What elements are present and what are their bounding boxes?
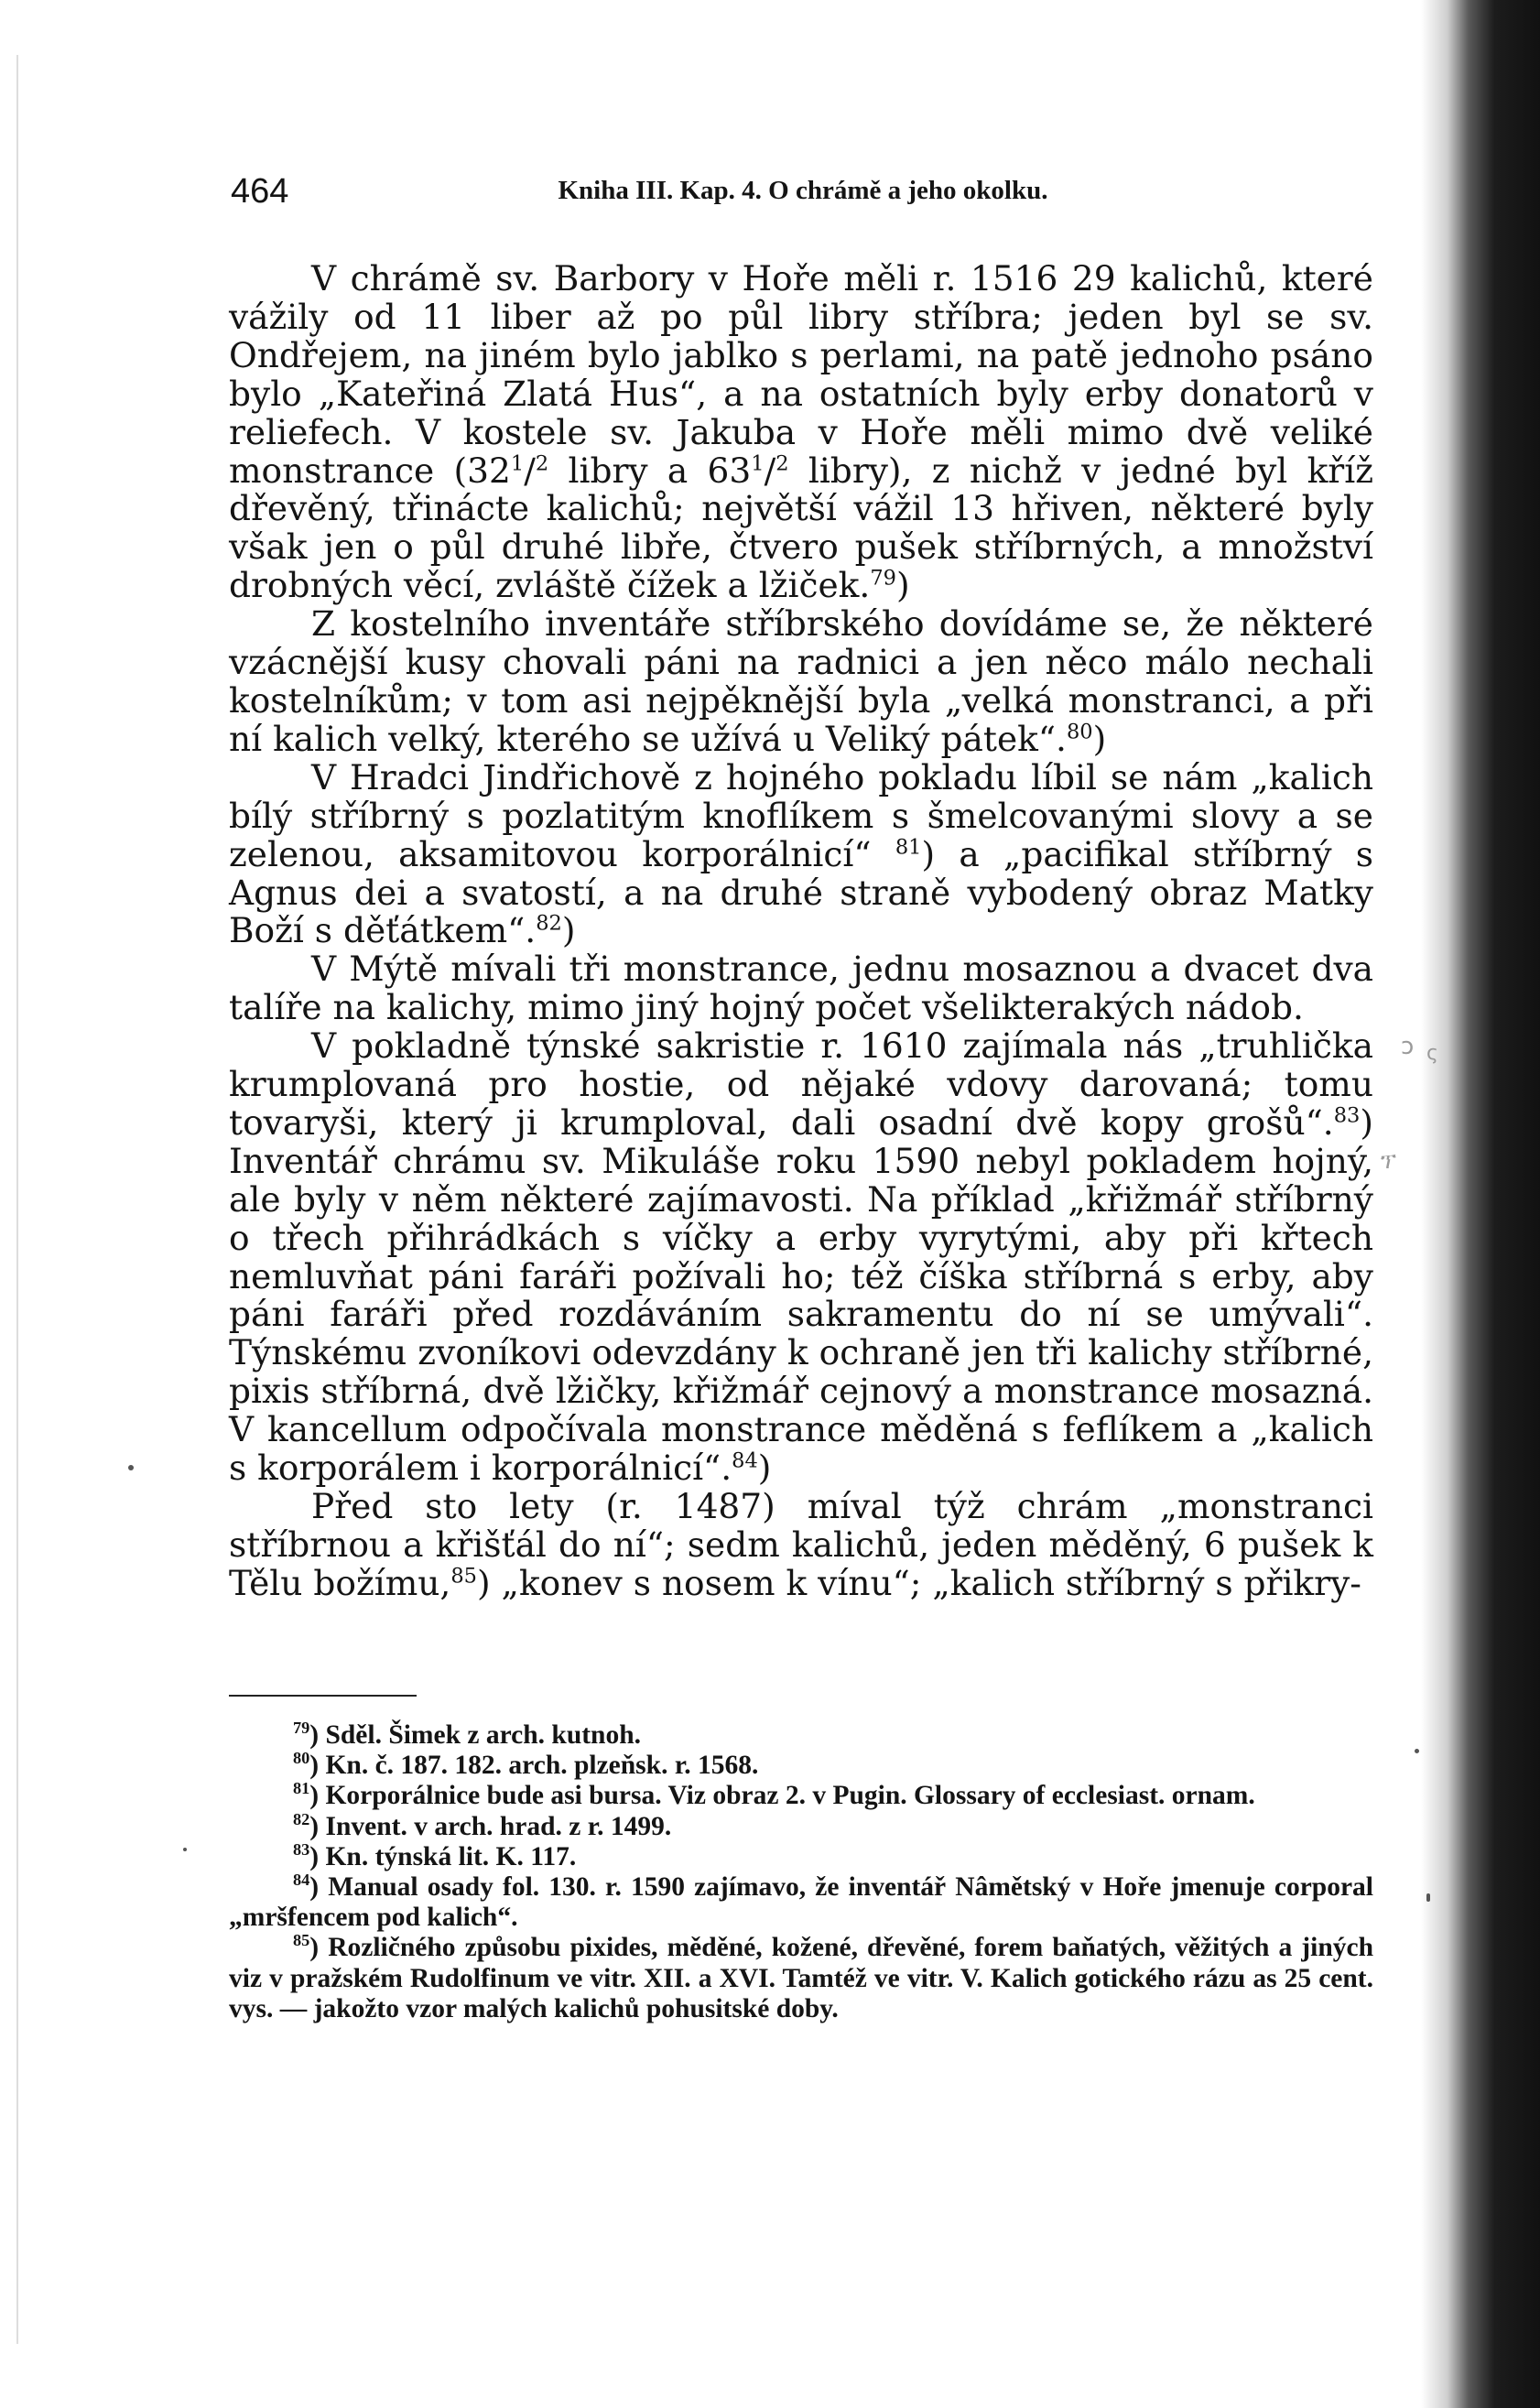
text-run: ) [1092,718,1107,759]
margin-speck [183,1848,187,1851]
superscript: 83 [1333,1103,1361,1128]
footnote-mark: 83 [293,1839,310,1859]
superscript: 81 [895,835,922,860]
text-run: libry), z nichž v jedné byl kříž dřevěný, třinácte kalichů; největší vážil 13 hřiven, některé byly však jen o půl druhé libře, čtvero pušek stříbrných, a množství drobných věcí, zvláště čížek a lžiček. [229,450,1373,606]
text-run: / [524,450,536,491]
text-run: V Mýtě mívali tři monstrance, jednu mosaznou a dvacet dva talíře na kalichy, mimo jiný hojný počet všelikterakých nádob. [229,949,1373,1028]
paragraph [229,605,1373,759]
margin-speck [128,1465,134,1470]
superscript: 79 [870,566,896,591]
margin-pencil-mark: ፕ [1381,1148,1396,1174]
text-run: libry a 63 [548,450,752,491]
footnote-text: ) Kn. č. 187. 182. arch. plzeňsk. r. 1568. [309,1751,759,1781]
footnote-text: ) Korporálnice bude asi bursa. Viz obraz 2. v Pugin. Glossary of ecclesiast. ornam. [309,1781,1255,1811]
footnote [229,1751,1373,1781]
footnote-text: ) Kn. týnská lit. K. 117. [309,1841,577,1871]
paragraph [229,950,1373,1027]
footnote [229,1809,1373,1842]
text-run: V Hradci Jindřichově z hojného pokladu líbil se nám „kalich bílý stříbrný s pozlatitým knoflíkem s šmelcovanými slovy a se zelenou, aksamitovou korporálnicí“ [229,756,1373,874]
text-run: V pokladně týnské sakristie r. 1610 zajímala nás „truhlička krumplovaná pro hostie, od nějaké vdovy darovaná; tomu tovaryši, který ji krumploval, dali osadní dvě kopy grošů“. [229,1025,1373,1143]
page-edge-shadow [1421,0,1540,2408]
footnote [229,1720,1373,1751]
margin-pencil-mark: ↄ [1401,1033,1415,1060]
page-number: 464 [231,172,289,211]
margin-speck [1426,1893,1430,1902]
footnote [229,1781,1373,1811]
footnote [229,1872,1373,1933]
running-head: Kniha III. Kap. 4. O chrámě a jeho okolku. [558,176,1048,205]
superscript: 2 [535,451,549,476]
footnote-mark: 85 [293,1931,310,1950]
superscript: 1 [751,451,765,476]
body-text [229,260,1373,1603]
text-run: / [764,450,776,491]
footnote-mark: 81 [293,1779,310,1798]
paragraph [229,1027,1373,1488]
text-run: Z kostelního inventáře stříbrského dovídáme se, že některé vzácnější kusy chovali páni na radnici a jen něco málo nechali kostelníkům; v tom asi nejpěknější byla „velká monstranci, a při ní kalich velký, kterého se užívá u Veliký pátek“. [229,603,1373,759]
text-run: V chrámě sv. Barbory v Hoře měli r. 1516 29 kalichů, které vážily od 11 liber až po půl libry stříbra; jeden byl se sv. Ondřejem, na jiném bylo jablko s perlami, na patě jednoho psáno bylo „Kateřiná Zlatá Hus“, a na ostatních byly erby donatorů v reliefech. V kostele sv. Jakuba v Hoře měli mimo dvě veliké monstrance (32 [229,258,1373,491]
superscript: 85 [450,1564,477,1589]
footnote-text: ) Rozličného způsobu pixides, měděné, kožené, dřevěné, forem baňatých, věžitých a jiných viz v pražském Rudolfinum ve vitr. XII. a XVI. Tamtéž ve vitr. V. Kalich gotického rázu as 25 cent. vys. — jakožto vzor malých kalichů pohusitské doby. [229,1933,1373,2023]
superscript: 80 [1066,720,1093,744]
left-margin-line [16,55,18,2344]
footnote-separator [229,1695,417,1697]
superscript: 84 [732,1448,758,1473]
text-run: ) [895,565,910,606]
text-run: ) „konev s nosem k vínu“; „kalich stříbrný s přikry- [476,1562,1361,1603]
paragraph [229,756,1373,951]
footnote-text: ) Sděl. Šimek z arch. kutnoh. [309,1720,641,1750]
superscript: 82 [536,911,562,936]
footnote-mark: 80 [293,1749,310,1768]
footnote [229,1933,1373,2024]
footnote-text: ) Invent. v arch. hrad. z r. 1499. [309,1811,672,1841]
margin-pencil-mark: ς [1426,1042,1438,1065]
margin-speck [1415,1749,1419,1753]
paragraph [229,1488,1373,1603]
page-header [231,172,1375,218]
text-run: Před sto lety (r. 1487) míval týž chrám „monstranci stříbrnou a křišťál do ní“; sedm kalichů, jeden měděný, 6 pušek k Tělu božímu, [229,1486,1373,1603]
footnote-mark: 84 [293,1871,310,1890]
footnote-mark: 82 [293,1809,310,1828]
footnote-text: ) Manual osady fol. 130. r. 1590 zajímavo, že inventář Nâmětský v Hoře jmenuje corporal „mršfencem pod kalich“. [229,1872,1373,1933]
text-run: ) Inventář chrámu sv. Mikuláše roku 1590 nebyl pokladem hojný, ale byly v něm některé zajímavosti. Na příklad „křižmář stříbrný o třech přihrádkách s víčky a erby vyrytými, aby při křtech nemluvňat páni faráři požívali ho; též číška stříbrná s erby, aby páni faráři před rozdáváním sakramentu do ní se umývali“. Týnskému zvoníkovi odevzdány k ochraně jen tři kalichy stříbrné, pixis stříbrná, dvě lžičky, křižmář cejnový a monstrance mosazná. V kancellum odpočívala monstrance měděná s feflíkem a „kalich s korporálem i korporálnicí“. [229,1101,1373,1489]
footnote [229,1839,1373,1872]
paragraph [229,260,1373,605]
footnote-mark: 79 [293,1719,310,1738]
superscript: 1 [510,451,525,476]
superscript: 2 [775,451,789,476]
text-run: ) a „pacifikal stříbrný s Agnus dei a svatostí, a na druhé straně vybodený obraz Matky Boží s děťátkem“. [229,833,1373,951]
text-run: ) [757,1448,772,1489]
text-run: ) [561,910,576,951]
footnotes [229,1720,1373,2024]
